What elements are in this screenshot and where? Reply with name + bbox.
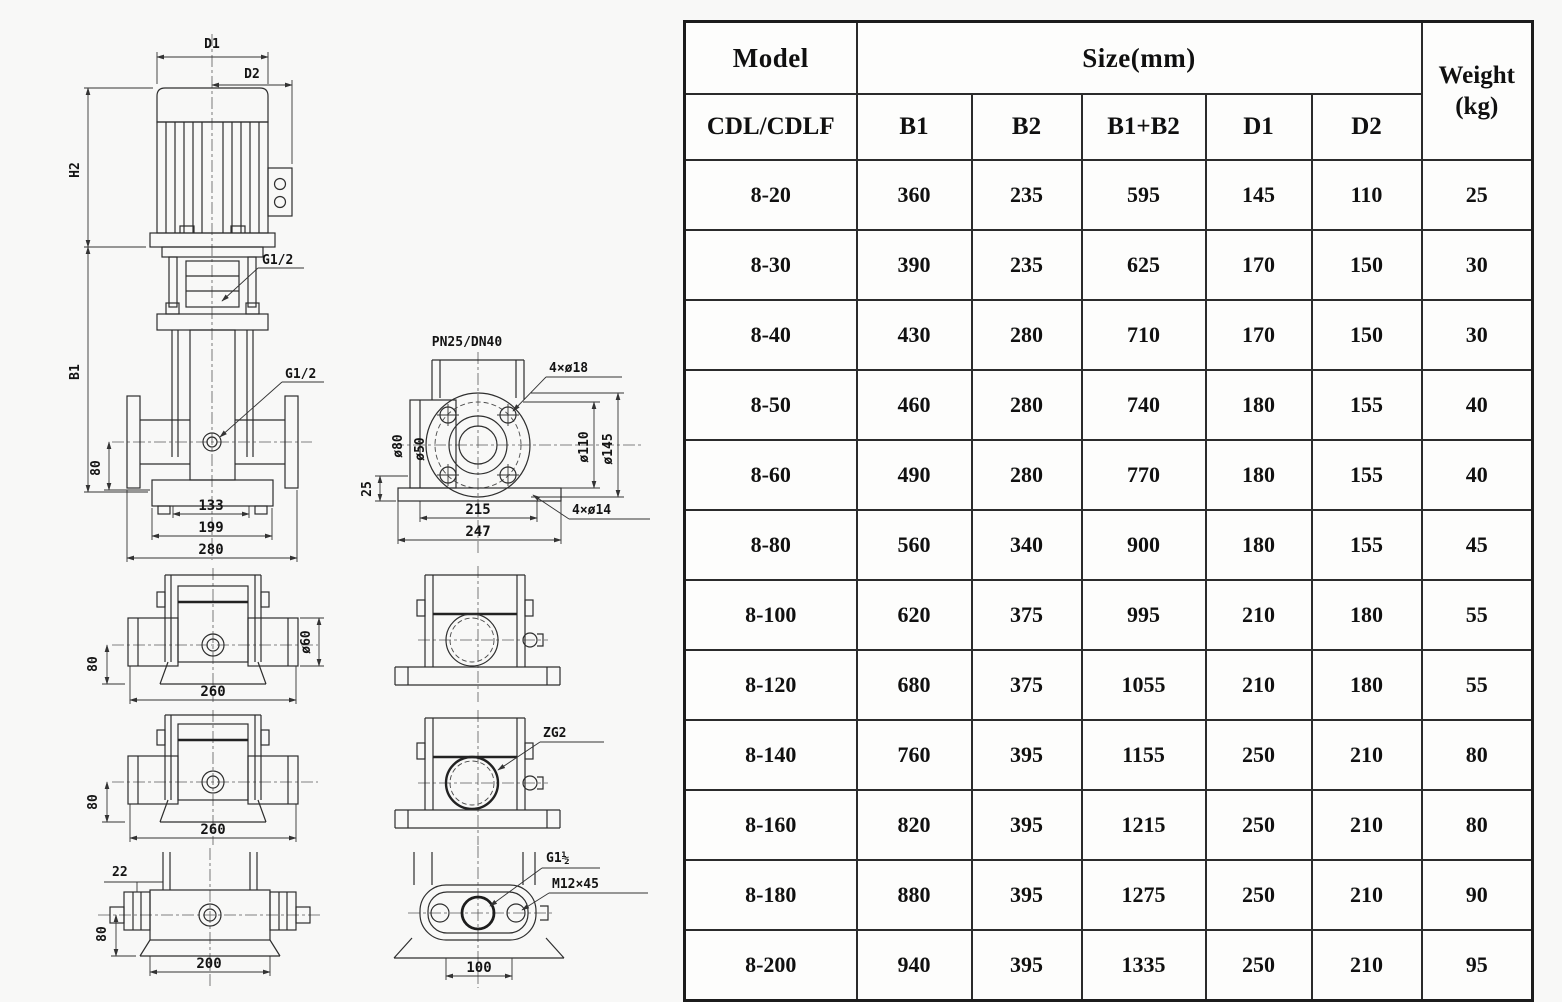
port-label-g12-mid: G1/2 <box>285 367 317 382</box>
table-cell: 210 <box>1312 790 1422 860</box>
table-cell: 150 <box>1312 300 1422 370</box>
dim-label-dia60: ø60 <box>299 630 314 654</box>
table-cell: 155 <box>1312 510 1422 580</box>
table-cell: 55 <box>1422 650 1533 720</box>
table-cell: 360 <box>857 160 972 230</box>
table-cell: 625 <box>1082 230 1206 300</box>
table-cell: 170 <box>1206 230 1312 300</box>
dim-label-4x18: 4×ø18 <box>549 361 589 376</box>
flange-rating-label: PN25/DN40 <box>431 335 503 350</box>
drawing-oval-flange <box>394 846 648 988</box>
table-cell: 460 <box>857 370 972 440</box>
table-cell: 8-140 <box>685 720 857 790</box>
dim-label-b1: B1 <box>68 364 83 380</box>
table-cell: 8-200 <box>685 930 857 1001</box>
table-row <box>685 510 1533 580</box>
table-cell: 395 <box>972 720 1082 790</box>
table-row <box>685 230 1533 300</box>
table-cell: 250 <box>1206 860 1312 930</box>
table-row <box>685 300 1533 370</box>
drawing-side-upper <box>395 566 560 702</box>
table-cell: 880 <box>857 860 972 930</box>
col-subheader-d2: D2 <box>1312 94 1422 160</box>
table-cell: 395 <box>972 860 1082 930</box>
dim-label-200: 200 <box>196 956 222 972</box>
dim-label-dia145: ø145 <box>601 433 616 465</box>
pump-technical-drawing <box>0 0 660 1000</box>
col-subheader-b2: B2 <box>972 94 1082 160</box>
bolt-label-m12x45: M12×45 <box>552 877 599 892</box>
table-cell: 80 <box>1422 720 1533 790</box>
table-cell: 390 <box>857 230 972 300</box>
dim-label-dia80: ø80 <box>391 434 406 458</box>
table-cell: 900 <box>1082 510 1206 580</box>
table-cell: 760 <box>857 720 972 790</box>
col-subheader-d1: D1 <box>1206 94 1312 160</box>
table-cell: 95 <box>1422 930 1533 1001</box>
table-cell: 30 <box>1422 230 1533 300</box>
table-row <box>685 650 1533 720</box>
table-cell: 180 <box>1206 440 1312 510</box>
table-cell: 155 <box>1312 440 1422 510</box>
dim-label-d1: D1 <box>204 37 220 52</box>
table-cell: 55 <box>1422 580 1533 650</box>
dim-label-100: 100 <box>466 960 492 976</box>
port-label-g1half: G1½ <box>546 851 570 866</box>
motor-junction-box <box>268 168 292 216</box>
table-cell: 150 <box>1312 230 1422 300</box>
dim-label-260-3: 260 <box>200 822 226 838</box>
table-cell: 430 <box>857 300 972 370</box>
table-row <box>685 860 1533 930</box>
dim-label-215: 215 <box>465 502 491 518</box>
table-cell: 145 <box>1206 160 1312 230</box>
col-subheader-b1: B1 <box>857 94 972 160</box>
table-cell: 90 <box>1422 860 1533 930</box>
dim-label-25: 25 <box>360 481 375 497</box>
table-cell: 8-180 <box>685 860 857 930</box>
table-cell: 250 <box>1206 720 1312 790</box>
table-cell: 170 <box>1206 300 1312 370</box>
spec-table-container <box>683 20 1534 1002</box>
drawing-pump-elevation <box>68 34 324 562</box>
table-cell: 8-80 <box>685 510 857 580</box>
table-cell: 40 <box>1422 370 1533 440</box>
table-cell: 180 <box>1206 510 1312 580</box>
table-cell: 375 <box>972 650 1082 720</box>
dim-label-h2: H2 <box>68 162 83 178</box>
table-cell: 8-100 <box>685 580 857 650</box>
table-cell: 560 <box>857 510 972 580</box>
dim-label-dia110: ø110 <box>577 431 592 463</box>
table-cell: 395 <box>972 790 1082 860</box>
dim-label-dia50: ø50 <box>413 437 428 461</box>
dim-label-247: 247 <box>465 524 491 540</box>
weight-unit: (kg) <box>1455 93 1499 120</box>
table-row <box>685 930 1533 1001</box>
port-label-zg2: ZG2 <box>543 726 567 741</box>
table-cell: 680 <box>857 650 972 720</box>
table-cell: 375 <box>972 580 1082 650</box>
table-cell: 740 <box>1082 370 1206 440</box>
table-cell: 820 <box>857 790 972 860</box>
table-cell: 235 <box>972 230 1082 300</box>
spec-table <box>683 20 1534 1002</box>
table-cell: 250 <box>1206 790 1312 860</box>
drawing-side-zg2 <box>395 710 604 845</box>
col-header-weight <box>1422 22 1533 161</box>
table-cell: 595 <box>1082 160 1206 230</box>
table-cell: 340 <box>972 510 1082 580</box>
table-cell: 45 <box>1422 510 1533 580</box>
dim-label-22: 22 <box>112 865 128 880</box>
table-cell: 210 <box>1206 650 1312 720</box>
table-cell: 1055 <box>1082 650 1206 720</box>
table-cell: 8-50 <box>685 370 857 440</box>
weight-label: Weight <box>1438 61 1515 89</box>
dim-label-d2: D2 <box>244 67 260 82</box>
col-subheader-model-series: CDL/CDLF <box>685 94 857 160</box>
drawing-base-nuts <box>95 848 322 988</box>
table-cell: 8-40 <box>685 300 857 370</box>
dim-label-199: 199 <box>198 520 224 536</box>
table-cell: 8-20 <box>685 160 857 230</box>
table-cell: 1275 <box>1082 860 1206 930</box>
table-cell: 490 <box>857 440 972 510</box>
table-cell: 8-120 <box>685 650 857 720</box>
table-cell: 280 <box>972 370 1082 440</box>
table-cell: 1335 <box>1082 930 1206 1001</box>
table-row <box>685 370 1533 440</box>
table-cell: 80 <box>1422 790 1533 860</box>
dim-label-80-3: 80 <box>86 794 101 810</box>
table-cell: 8-160 <box>685 790 857 860</box>
dim-label-133: 133 <box>198 498 224 514</box>
table-cell: 180 <box>1206 370 1312 440</box>
table-cell: 940 <box>857 930 972 1001</box>
port-label-g12-top: G1/2 <box>262 253 294 268</box>
table-row <box>685 440 1533 510</box>
table-cell: 210 <box>1312 930 1422 1001</box>
dim-label-80-main: 80 <box>89 460 104 476</box>
col-header-model: Model <box>685 22 857 95</box>
dim-label-80-2: 80 <box>86 656 101 672</box>
table-cell: 1155 <box>1082 720 1206 790</box>
table-cell: 770 <box>1082 440 1206 510</box>
table-cell: 155 <box>1312 370 1422 440</box>
drawing-plan-upper <box>86 568 324 704</box>
drawing-flange-view <box>360 335 650 556</box>
col-subheader-b1b2: B1+B2 <box>1082 94 1206 160</box>
table-cell: 8-30 <box>685 230 857 300</box>
table-row <box>685 580 1533 650</box>
table-row <box>685 160 1533 230</box>
table-cell: 210 <box>1312 860 1422 930</box>
table-cell: 210 <box>1312 720 1422 790</box>
table-cell: 180 <box>1312 580 1422 650</box>
table-cell: 8-60 <box>685 440 857 510</box>
table-cell: 395 <box>972 930 1082 1001</box>
table-cell: 40 <box>1422 440 1533 510</box>
table-cell: 620 <box>857 580 972 650</box>
table-cell: 180 <box>1312 650 1422 720</box>
table-cell: 25 <box>1422 160 1533 230</box>
dim-label-4x14: 4×ø14 <box>572 503 612 518</box>
table-cell: 210 <box>1206 580 1312 650</box>
dim-label-260-2: 260 <box>200 684 226 700</box>
dim-label-80-4: 80 <box>95 926 110 942</box>
table-cell: 280 <box>972 440 1082 510</box>
table-cell: 110 <box>1312 160 1422 230</box>
table-cell: 710 <box>1082 300 1206 370</box>
table-row <box>685 790 1533 860</box>
table-cell: 235 <box>972 160 1082 230</box>
table-row <box>685 720 1533 790</box>
table-cell: 1215 <box>1082 790 1206 860</box>
table-cell: 280 <box>972 300 1082 370</box>
table-cell: 250 <box>1206 930 1312 1001</box>
dim-label-280: 280 <box>198 542 224 558</box>
table-cell: 30 <box>1422 300 1533 370</box>
table-cell: 995 <box>1082 580 1206 650</box>
drawing-plan-lower <box>86 710 318 845</box>
spec-table-body <box>685 160 1533 1001</box>
col-header-size: Size(mm) <box>857 22 1422 95</box>
